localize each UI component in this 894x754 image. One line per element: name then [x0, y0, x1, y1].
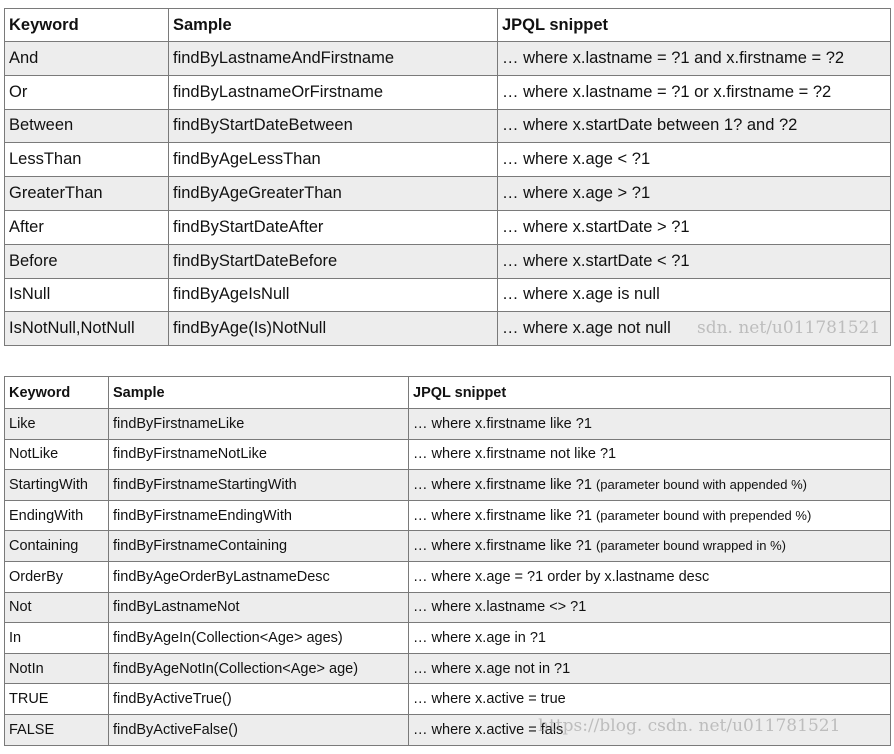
- sample-cell: findByFirstnameEndingWith: [109, 500, 409, 531]
- sample-cell: findByActiveFalse(): [109, 714, 409, 745]
- table-row: [5, 75, 891, 109]
- table-row: [5, 714, 891, 745]
- keyword-cell: IsNotNull,NotNull: [5, 312, 169, 346]
- jpql-cell: [409, 561, 891, 592]
- jpql-cell: … where x.age is null: [498, 278, 891, 312]
- sample-cell: findByStartDateAfter: [169, 210, 498, 244]
- keyword-cell: Not: [5, 592, 109, 623]
- jpql-text: … where x.lastname <> ?1: [413, 599, 587, 616]
- jpql-text: … where x.active = fals: [413, 721, 564, 738]
- sample-cell: findByAgeIsNull: [169, 278, 498, 312]
- table-header-row: [5, 9, 891, 42]
- keyword-cell: After: [5, 210, 169, 244]
- sample-cell: findByFirstnameStartingWith: [109, 470, 409, 501]
- jpql-cell: … where x.age < ?1: [498, 143, 891, 177]
- header-keyword: Keyword: [5, 377, 109, 409]
- jpql-cell: … where x.lastname = ?1 or x.firstname = ?2: [498, 75, 891, 109]
- table-row: [5, 143, 891, 177]
- table-row: [5, 592, 891, 623]
- sample-cell: findByAgeLessThan: [169, 143, 498, 177]
- jpql-cell: … where x.startDate < ?1: [498, 244, 891, 278]
- sample-cell: findByAgeNotIn(Collection<Age> age): [109, 653, 409, 684]
- table-row: [5, 561, 891, 592]
- keyword-cell: Between: [5, 109, 169, 143]
- table-row: [5, 210, 891, 244]
- keyword-cell: Before: [5, 244, 169, 278]
- table-row: [5, 42, 891, 76]
- parameter-note: (parameter bound with appended %): [595, 476, 807, 492]
- jpql-cell: … where x.age > ?1: [498, 177, 891, 211]
- table-row: [5, 684, 891, 715]
- table-row: [5, 244, 891, 278]
- keyword-cell: OrderBy: [5, 561, 109, 592]
- table-header-row: [5, 377, 891, 409]
- jpql-cell: … where x.startDate between 1? and ?2: [498, 109, 891, 143]
- jpql-text: … where x.firstname like ?1: [413, 538, 592, 555]
- header-jpql-snippet: JPQL snippet: [498, 9, 891, 42]
- sample-cell: findByAgeOrderByLastnameDesc: [109, 561, 409, 592]
- jpql-cell: [409, 714, 891, 745]
- jpql-keyword-table-2: [4, 376, 891, 746]
- sample-cell: findByLastnameNot: [109, 592, 409, 623]
- sample-cell: findByStartDateBefore: [169, 244, 498, 278]
- jpql-cell: … where x.startDate > ?1: [498, 210, 891, 244]
- parameter-note: (parameter bound with prepended %): [595, 507, 812, 523]
- keyword-cell: IsNull: [5, 278, 169, 312]
- jpql-text: … where x.firstname not like ?1: [413, 446, 617, 463]
- jpql-cell: [409, 653, 891, 684]
- table-row: [5, 470, 891, 501]
- sample-cell: findByAgeIn(Collection<Age> ages): [109, 623, 409, 654]
- keyword-cell: EndingWith: [5, 500, 109, 531]
- jpql-text: … where x.age not in ?1: [413, 660, 571, 677]
- keyword-cell: TRUE: [5, 684, 109, 715]
- sample-cell: findByFirstnameLike: [109, 409, 409, 440]
- table-row: [5, 439, 891, 470]
- watermark-text: sdn. net/u011781521: [697, 318, 881, 338]
- sample-cell: findByFirstnameContaining: [109, 531, 409, 562]
- sample-cell: findByLastnameOrFirstname: [169, 75, 498, 109]
- jpql-text: … where x.age = ?1 order by x.lastname desc: [413, 568, 710, 585]
- jpql-cell: [409, 623, 891, 654]
- jpql-cell: [409, 592, 891, 623]
- table-row: [5, 312, 891, 346]
- jpql-text: … where x.firstname like ?1: [413, 476, 592, 493]
- sample-cell: findByAge(Is)NotNull: [169, 312, 498, 346]
- jpql-text: … where x.active = true: [413, 691, 566, 708]
- header-jpql-snippet: JPQL snippet: [409, 377, 891, 409]
- sample-cell: findByStartDateBetween: [169, 109, 498, 143]
- jpql-keyword-table-1: [4, 8, 891, 346]
- sample-cell: findByActiveTrue(): [109, 684, 409, 715]
- table-row: [5, 623, 891, 654]
- jpql-text: … where x.firstname like ?1: [413, 415, 592, 432]
- keyword-cell: StartingWith: [5, 470, 109, 501]
- table-row: [5, 500, 891, 531]
- jpql-cell: [409, 439, 891, 470]
- table-row: [5, 653, 891, 684]
- jpql-cell: … where x.age not null: [498, 312, 891, 346]
- keyword-cell: GreaterThan: [5, 177, 169, 211]
- sample-cell: findByFirstnameNotLike: [109, 439, 409, 470]
- keyword-cell: Like: [5, 409, 109, 440]
- jpql-cell: [409, 531, 891, 562]
- jpql-cell: [409, 470, 891, 501]
- jpql-cell: [409, 684, 891, 715]
- keyword-cell: NotLike: [5, 439, 109, 470]
- table-row: [5, 177, 891, 211]
- watermark-text: https://blog. csdn. net/u011781521: [538, 716, 841, 736]
- table-row: [5, 531, 891, 562]
- keyword-cell: FALSE: [5, 714, 109, 745]
- header-sample: Sample: [109, 377, 409, 409]
- jpql-cell: … where x.lastname = ?1 and x.firstname = ?2: [498, 42, 891, 76]
- header-keyword: Keyword: [5, 9, 169, 42]
- keyword-cell: Containing: [5, 531, 109, 562]
- table-row: [5, 109, 891, 143]
- table-row: [5, 278, 891, 312]
- sample-cell: findByLastnameAndFirstname: [169, 42, 498, 76]
- jpql-cell: [409, 500, 891, 531]
- keyword-cell: NotIn: [5, 653, 109, 684]
- jpql-text: … where x.firstname like ?1: [413, 507, 592, 524]
- keyword-cell: Or: [5, 75, 169, 109]
- jpql-cell: [409, 409, 891, 440]
- keyword-cell: In: [5, 623, 109, 654]
- sample-cell: findByAgeGreaterThan: [169, 177, 498, 211]
- table-row: [5, 409, 891, 440]
- keyword-cell: And: [5, 42, 169, 76]
- parameter-note: (parameter bound wrapped in %): [595, 538, 786, 554]
- jpql-text: … where x.age in ?1: [413, 629, 546, 646]
- keyword-cell: LessThan: [5, 143, 169, 177]
- header-sample: Sample: [169, 9, 498, 42]
